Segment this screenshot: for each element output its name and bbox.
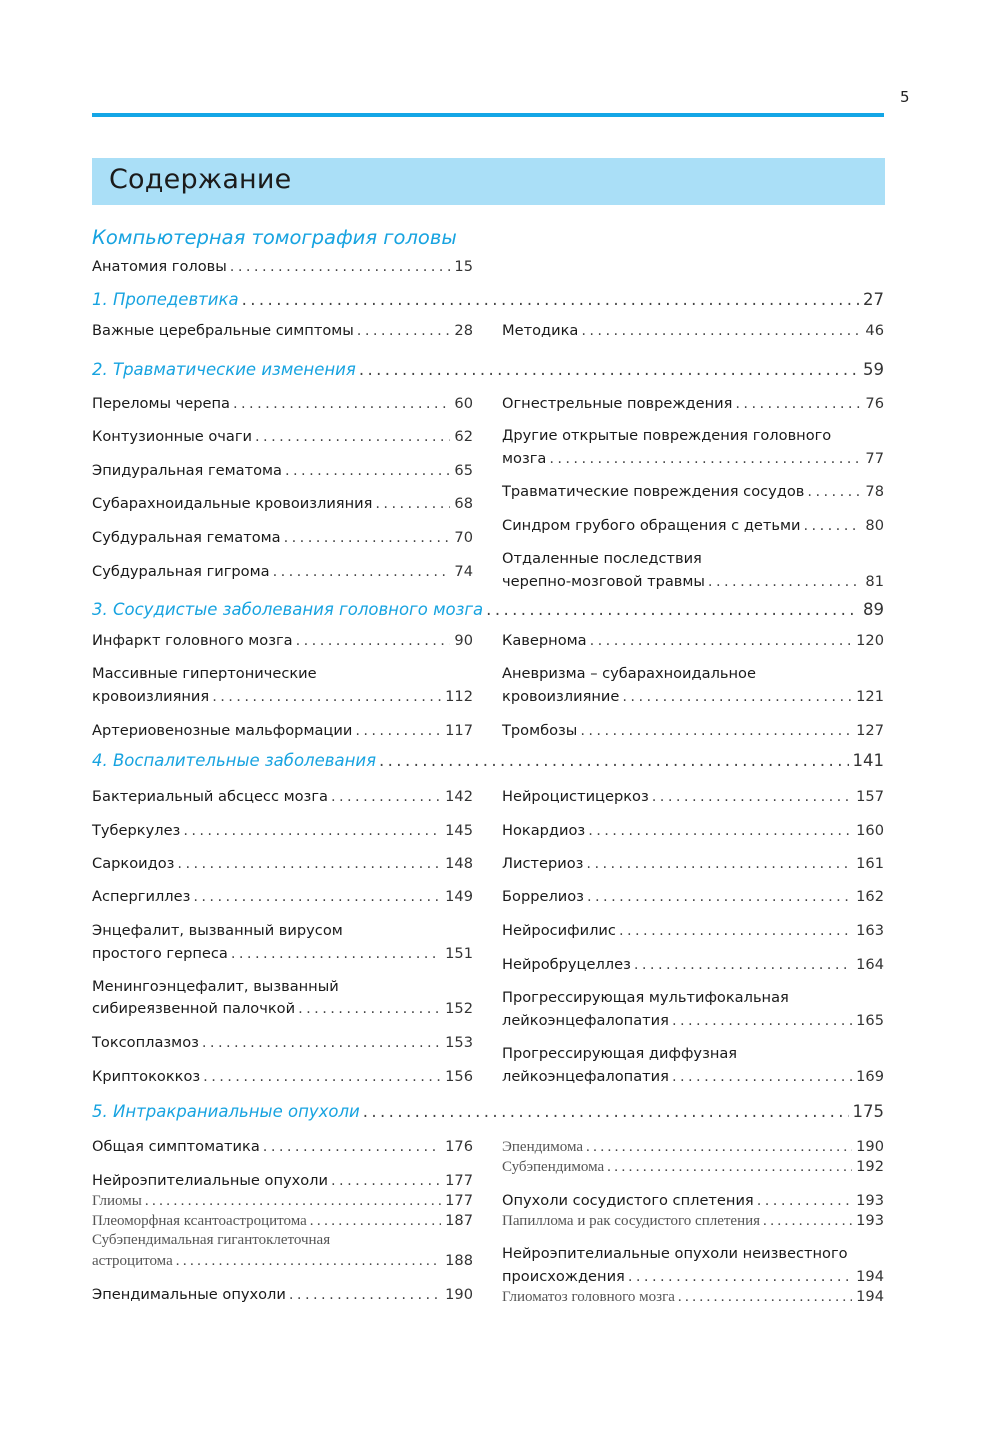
toc-entry-title: происхождения [502,1268,625,1285]
toc-page-number: 74 [454,563,473,580]
toc-entry[interactable] [92,688,473,705]
toc-entry-title: простого герпеса [92,945,228,962]
leader-dots [363,1102,849,1121]
toc-subentry[interactable] [92,1252,473,1270]
toc-page-number: 80 [865,517,884,534]
leader-dots [763,1213,852,1230]
leader-dots [587,888,852,905]
leader-dots [590,632,853,649]
toc-entry-title: Листериоз [502,855,584,872]
toc-entry-title: мозга [502,450,547,467]
leader-dots [310,1213,441,1230]
toc-page-number: 127 [856,722,884,739]
leader-dots [285,462,450,479]
toc-page-number: 151 [445,945,473,962]
toc-entry-title: Огнестрельные повреждения [502,395,733,412]
toc-entry[interactable] [92,258,473,275]
toc-page-number: 121 [856,688,884,705]
leader-dots [331,788,441,805]
toc-entry-title: Нейросифилис [502,922,616,939]
toc-subentry[interactable] [502,1212,884,1230]
leader-dots [273,563,451,580]
toc-page-number: 177 [445,1192,473,1209]
toc-entry-line1: Энцефалит, вызванный вирусом [92,922,343,939]
toc-entry[interactable] [502,822,884,839]
toc-entry[interactable] [92,632,473,649]
toc-page-number: 120 [856,632,884,649]
toc-page-number: 194 [856,1268,884,1285]
toc-entry-title: Глиоматоз головного мозга [502,1289,675,1305]
toc-page-number: 165 [856,1012,884,1029]
toc-entry-title: 2. Травматические изменения [92,360,356,379]
chapter-5-heading[interactable] [92,1102,884,1121]
leader-dots [486,600,859,619]
leader-dots [355,722,441,739]
toc-entry[interactable] [92,822,473,839]
toc-entry[interactable] [92,888,473,905]
toc-entry-title: Папиллома и рак сосудистого сплетения [502,1213,761,1229]
toc-entry[interactable] [92,563,473,580]
toc-entry[interactable] [92,1000,473,1017]
leader-dots [230,258,451,275]
leader-dots [298,1000,441,1017]
leader-dots [607,1159,852,1176]
toc-page-number: 81 [865,573,884,590]
leader-dots [586,1139,852,1156]
toc-entry[interactable] [502,1192,884,1209]
leader-dots [549,450,861,467]
toc-entry[interactable] [92,495,473,512]
leader-dots [672,1068,852,1085]
toc-page-number: 70 [454,529,473,546]
toc-entry-title: Нейроэпителиальные опухоли [92,1172,328,1189]
toc-entry[interactable] [92,945,473,962]
leader-dots [580,722,852,739]
toc-page-number: 15 [454,258,473,275]
toc-entry[interactable] [92,1172,473,1189]
toc-page-number: 190 [856,1138,884,1155]
toc-entry-title: 1. Пропедевтика [92,290,239,309]
toc-entry[interactable] [92,529,473,546]
toc-entry[interactable] [502,922,884,939]
leader-dots [634,956,852,973]
toc-entry[interactable] [502,788,884,805]
toc-entry[interactable] [502,517,884,534]
leader-dots [757,1192,852,1209]
toc-page-number: 62 [454,428,473,445]
toc-entry[interactable] [92,855,473,872]
leader-dots [296,632,451,649]
toc-entry[interactable] [502,956,884,973]
leader-dots [804,517,862,534]
leader-dots [203,1068,441,1085]
leader-dots [212,688,441,705]
toc-entry-title: астроцитома [92,1253,173,1269]
toc-page-number: 193 [856,1192,884,1209]
toc-entry[interactable] [92,395,473,412]
toc-entry-line1: Аневризма – субарахноидальное [502,665,756,682]
toc-entry-title: Глиомы [92,1193,142,1209]
toc-page-number: 187 [445,1212,473,1229]
toc-page-number: 194 [856,1288,884,1305]
toc-subentry-line1: Субэпендимальная гигантоклеточная [92,1232,331,1248]
toc-page-number: 65 [454,462,473,479]
chapter-2-heading[interactable] [92,360,884,379]
toc-page-number: 60 [454,395,473,412]
leader-dots [177,855,441,872]
toc-subentry[interactable] [502,1288,884,1306]
toc-entry-title: Нокардиоз [502,822,586,839]
leader-dots [145,1193,441,1210]
toc-entry[interactable] [502,1012,884,1029]
leader-dots [672,1012,852,1029]
toc-page-number: 27 [863,290,884,309]
toc-page-number: 177 [445,1172,473,1189]
toc-entry-title: Синдром грубого обращения с детьми [502,517,801,534]
toc-page-number: 162 [856,888,884,905]
toc-page-number: 160 [856,822,884,839]
toc-entry-title: лейкоэнцефалопатия [502,1068,669,1085]
toc-entry[interactable] [502,1268,884,1285]
title-banner [92,158,885,205]
leader-dots [628,1268,852,1285]
toc-page-number: 78 [865,483,884,500]
toc-page-number: 90 [454,632,473,649]
toc-entry[interactable] [92,1068,473,1085]
toc-entry-title: Криптококкоз [92,1068,201,1085]
toc-entry[interactable] [502,688,884,705]
toc-entry-title: Травматические повреждения сосудов [502,483,805,500]
toc-page-number: 77 [865,450,884,467]
page-number: 5 [900,88,910,106]
toc-entry-title: 4. Воспалительные заболевания [92,751,377,770]
toc-entry-line1: Отдаленные последствия [502,550,702,567]
leader-dots [284,529,451,546]
leader-dots [379,751,848,770]
toc-entry-title: Переломы черепа [92,395,230,412]
toc-entry-title: Методика [502,322,579,339]
toc-entry[interactable] [502,722,884,739]
leader-dots [619,922,852,939]
leader-dots [193,888,441,905]
toc-entry-title: Субарахноидальные кровоизлияния [92,495,373,512]
leader-dots [289,1286,441,1303]
toc-entry[interactable] [502,573,884,590]
toc-entry-title: Нейроцистицеркоз [502,788,649,805]
toc-entry-title: Инфаркт головного мозга [92,632,293,649]
toc-page-number: 148 [445,855,473,872]
toc-page-number: 76 [865,395,884,412]
toc-entry[interactable] [502,855,884,872]
toc-entry[interactable] [92,1034,473,1051]
toc-page-number: 59 [863,360,884,379]
toc-entry-line1: Прогрессирующая мультифокальная [502,989,789,1006]
toc-page-number: 175 [852,1102,884,1121]
toc-entry-title: лейкоэнцефалопатия [502,1012,669,1029]
toc-page-number: 142 [445,788,473,805]
toc-page-number: 112 [445,688,473,705]
chapter-4-heading[interactable] [92,751,884,770]
toc-subentry[interactable] [502,1138,884,1156]
toc-entry-title: сибиреязвенной палочкой [92,1000,296,1017]
leader-dots [233,395,450,412]
toc-page-number: 169 [856,1068,884,1085]
chapter-1-heading[interactable] [92,290,884,309]
toc-entry-line1: Нейроэпителиальные опухоли неизвестного [502,1245,848,1262]
toc-entry[interactable] [92,1286,473,1303]
toc-entry[interactable] [92,722,473,739]
toc-entry-title: Эпидуральная гематома [92,462,282,479]
toc-page-number: 117 [445,722,473,739]
leader-dots [242,290,859,309]
toc-entry[interactable] [92,788,473,805]
toc-page-number: 157 [856,788,884,805]
toc-entry-title: Важные церебральные симптомы [92,322,354,339]
page-title: Содержание [109,164,292,195]
leader-dots [708,573,862,590]
toc-entry[interactable] [502,888,884,905]
toc-entry[interactable] [502,1068,884,1085]
toc-entry-line1: Другие открытые повреждения головного [502,427,832,444]
toc-entry[interactable] [92,322,473,339]
toc-entry-title: Токсоплазмоз [92,1034,199,1051]
toc-page-number: 192 [856,1158,884,1175]
toc-entry-title: Тромбозы [502,722,578,739]
toc-entry-title: Анатомия головы [92,258,227,275]
toc-entry-title: кровоизлияние [502,688,620,705]
leader-dots [807,483,861,500]
toc-entry-line1: Массивные гипертонические [92,665,317,682]
toc-page-number: 190 [445,1286,473,1303]
leader-dots [231,945,441,962]
leader-dots [586,855,852,872]
chapter-3-heading[interactable] [92,600,884,619]
toc-entry-title: Саркоидоз [92,855,175,872]
toc-page-number: 89 [863,600,884,619]
toc-page-number: 149 [445,888,473,905]
leader-dots [263,1138,441,1155]
toc-entry[interactable] [502,450,884,467]
leader-dots [331,1172,441,1189]
toc-entry-line1: Менингоэнцефалит, вызванный [92,978,339,995]
toc-entry-title: 3. Сосудистые заболевания головного мозга [92,600,484,619]
leader-dots [652,788,852,805]
leader-dots [255,428,450,445]
toc-page-number: 161 [856,855,884,872]
toc-entry[interactable] [502,322,884,339]
leader-dots [678,1289,852,1306]
toc-entry-title: Бактериальный абсцесс мозга [92,788,328,805]
leader-dots [581,322,861,339]
toc-subentry[interactable] [92,1192,473,1210]
toc-page-number: 46 [865,322,884,339]
toc-entry[interactable] [92,462,473,479]
toc-page-number: 152 [445,1000,473,1017]
toc-entry-title: кровоизлияния [92,688,210,705]
leader-dots [202,1034,441,1051]
top-rule-divider [92,113,884,117]
toc-entry-title: Общая симптоматика [92,1138,260,1155]
toc-entry-title: 5. Интракраниальные опухоли [92,1102,360,1121]
toc-entry-title: Субдуральная гигрома [92,563,270,580]
part-title: Компьютерная томография головы [92,226,457,249]
leader-dots [375,495,450,512]
leader-dots [359,360,859,379]
toc-entry-title: Аспергиллез [92,888,191,905]
toc-entry-title: Контузионные очаги [92,428,253,445]
leader-dots [588,822,852,839]
toc-page-number: 28 [454,322,473,339]
toc-page-number: 193 [856,1212,884,1229]
toc-entry-title: черепно-мозговой травмы [502,573,705,590]
toc-page-number: 164 [856,956,884,973]
toc-page-number: 68 [454,495,473,512]
toc-entry-title: Кавернома [502,632,587,649]
toc-entry-title: Плеоморфная ксантоастроцитома [92,1213,307,1229]
toc-entry-title: Эпендимома [502,1139,584,1155]
toc-entry-title: Опухоли сосудистого сплетения [502,1192,754,1209]
toc-entry[interactable] [502,632,884,649]
toc-page-number: 153 [445,1034,473,1051]
toc-entry[interactable] [502,483,884,500]
toc-page-number: 188 [445,1252,473,1269]
toc-entry-line1: Прогрессирующая диффузная [502,1045,738,1062]
toc-entry-title: Боррелиоз [502,888,584,905]
toc-entry-title: Эпендимальные опухоли [92,1286,286,1303]
toc-page-number: 145 [445,822,473,839]
toc-subentry[interactable] [502,1158,884,1176]
toc-entry[interactable] [92,428,473,445]
toc-entry-title: Субдуральная гематома [92,529,281,546]
leader-dots [176,1253,441,1270]
toc-entry-title: Субэпендимома [502,1159,605,1175]
toc-entry-title: Артериовенозные мальформации [92,722,353,739]
toc-entry[interactable] [502,395,884,412]
toc-page-number: 156 [445,1068,473,1085]
toc-page-number: 163 [856,922,884,939]
toc-entry-title: Туберкулез [92,822,181,839]
leader-dots [622,688,852,705]
toc-entry-title: Нейробруцеллез [502,956,631,973]
leader-dots [357,322,451,339]
toc-page-number: 141 [852,751,884,770]
toc-subentry[interactable] [92,1212,473,1230]
toc-page-number: 176 [445,1138,473,1155]
toc-entry[interactable] [92,1138,473,1155]
leader-dots [735,395,861,412]
leader-dots [183,822,441,839]
